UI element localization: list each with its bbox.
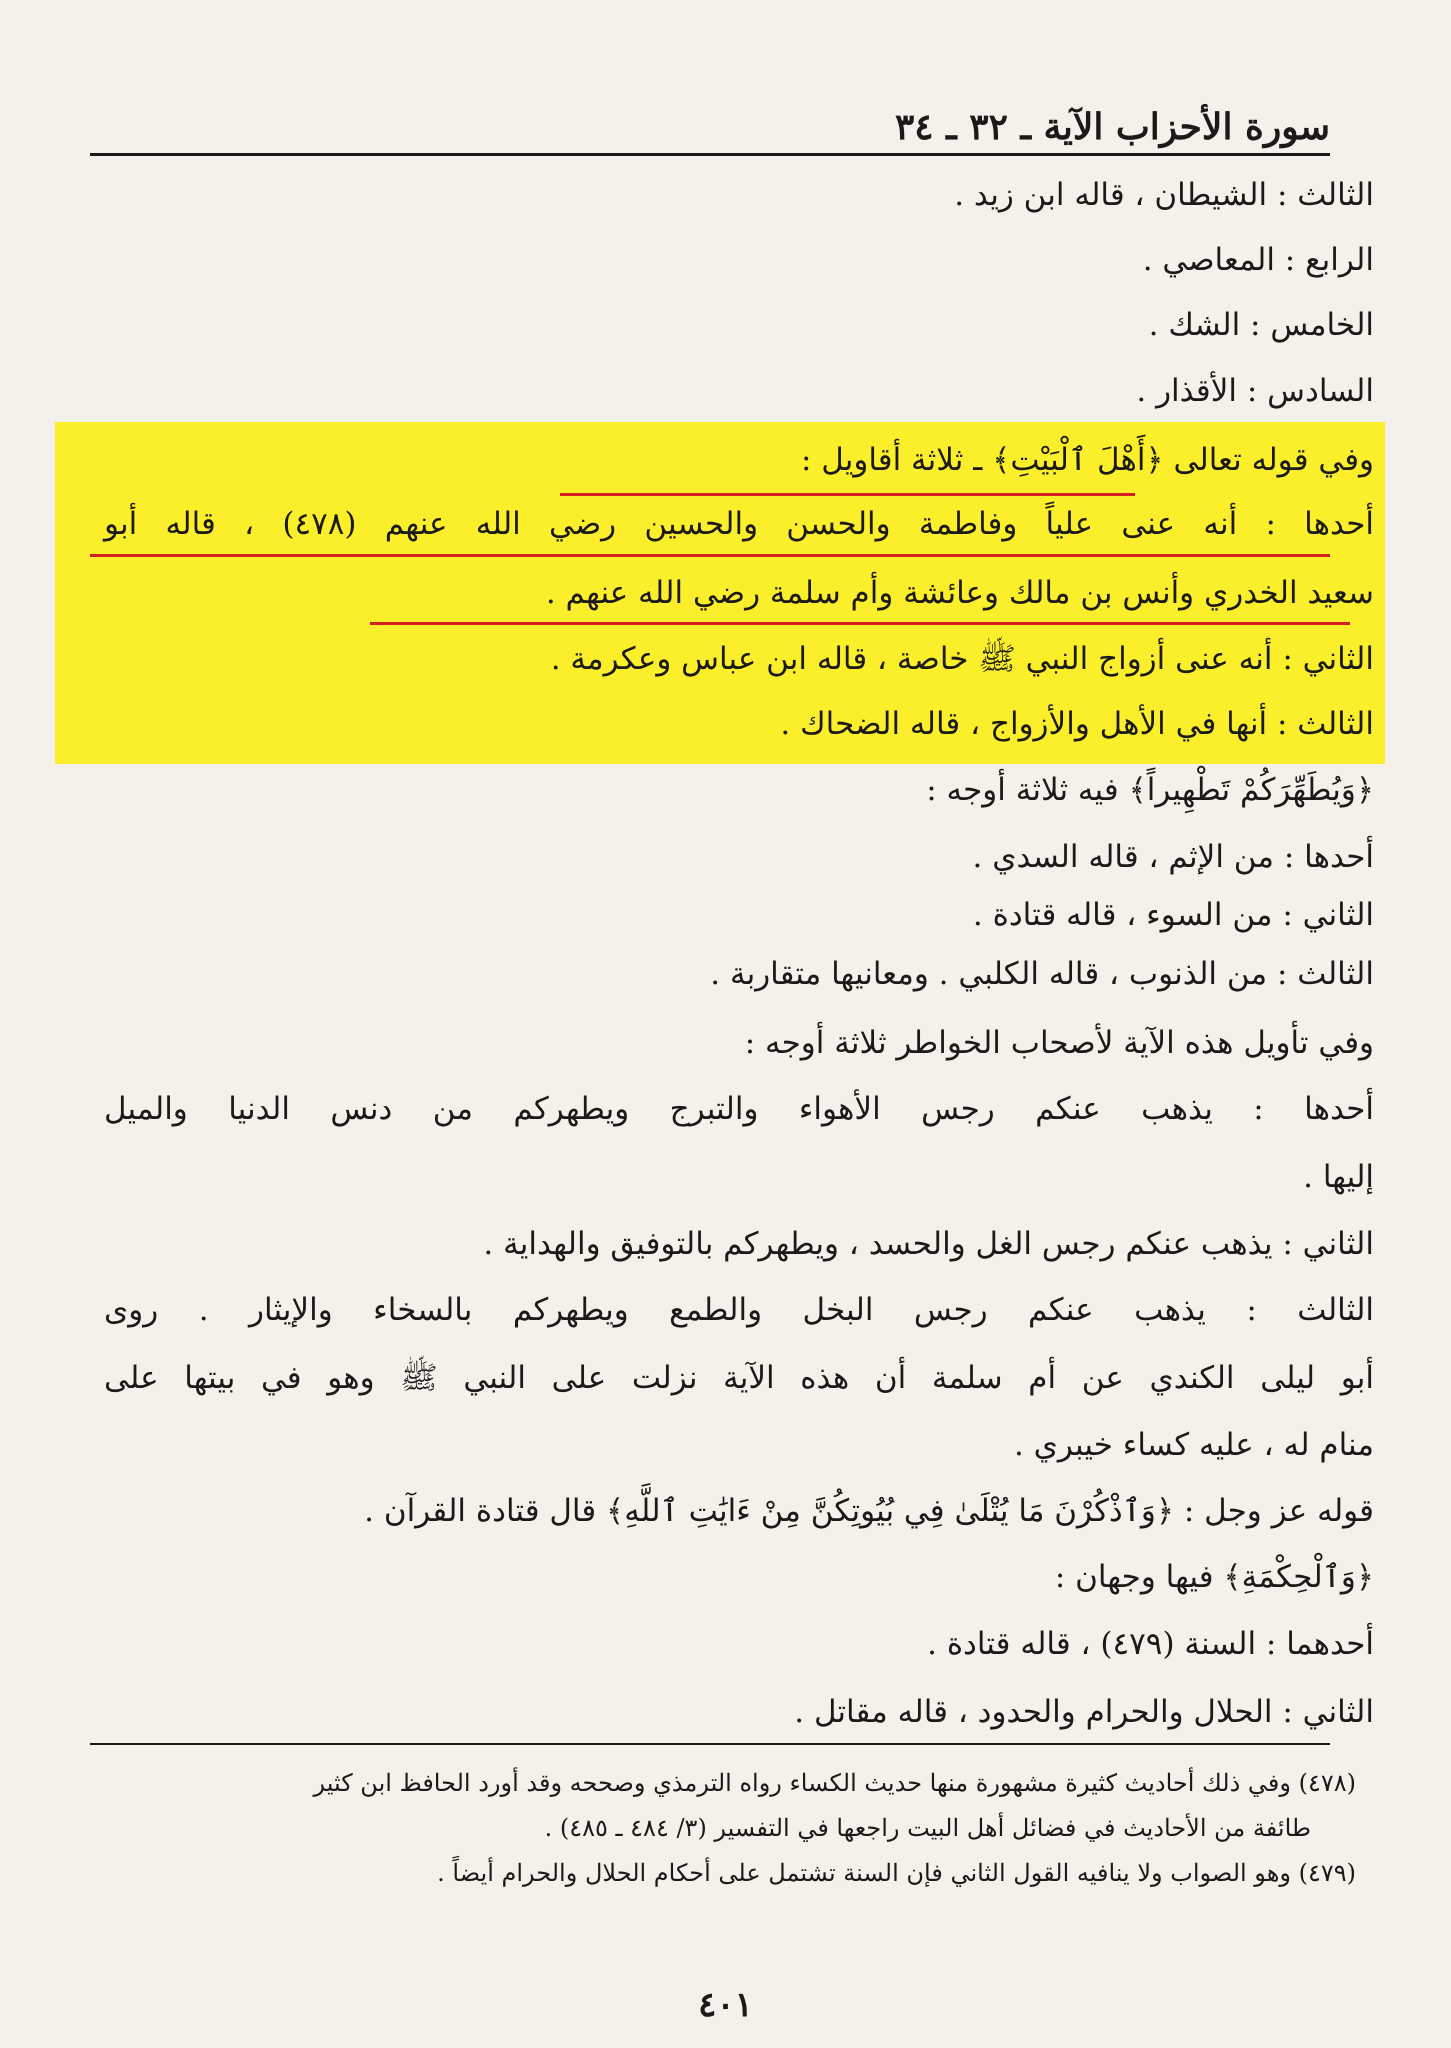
text-line: الثاني : الحلال والحرام والحدود ، قاله مقاتل . (794, 1694, 1374, 1730)
text-line: ﴿وَٱلْحِكْمَةِ﴾ فيها وجهان : (1054, 1559, 1374, 1595)
text-line: وفي تأويل هذه الآية لأصحاب الخواطر ثلاثة أوجه : (744, 1025, 1374, 1061)
text-line: الثالث : من الذنوب ، قاله الكلبي . ومعانيها متقاربة . (710, 956, 1374, 992)
text-line: السادس : الأقذار . (1136, 373, 1374, 409)
text-line: أحدهما : السنة (٤٧٩) ، قاله قتادة . (927, 1626, 1374, 1662)
footnote-line: طائفة من الأحاديث في فضائل أهل البيت راجعها في التفسير (٣/ ٤٨٤ ـ ٤٨٥) . (544, 1814, 1311, 1842)
text-line-highlighted: الثالث : أنها في الأهل والأزواج ، قاله الضحاك . (780, 706, 1374, 742)
text-line: أبو ليلى الكندي عن أم سلمة أن هذه الآية نزلت على النبي ﷺ وهو في بيتها على (104, 1360, 1374, 1396)
text-line: الخامس : الشك . (1148, 307, 1374, 343)
text-line: الثاني : من السوء ، قاله قتادة . (972, 897, 1374, 933)
footnote-line: (٤٧٨) وفي ذلك أحاديث كثيرة مشهورة منها حديث الكساء رواه الترمذي وصححه وقد أورد الحافظ ابن كثير (313, 1769, 1356, 1797)
text-line-highlighted: أحدها : أنه عنى علياً وفاطمة والحسن والحسين رضي الله عنهم (٤٧٨) ، قاله أبو (104, 506, 1374, 542)
text-line: أحدها : يذهب عنكم رجس الأهواء والتبرج ويطهركم من دنس الدنيا والميل (104, 1091, 1374, 1127)
text-line: إليها . (1303, 1159, 1374, 1195)
text-line: ﴿وَيُطَهِّرَكُمْ تَطْهِيراً﴾ فيه ثلاثة أوجه : (926, 772, 1374, 808)
text-line-highlighted: سعيد الخدري وأنس بن مالك وعائشة وأم سلمة رضي الله عنهم . (545, 575, 1374, 611)
red-underline (370, 622, 1350, 625)
page-header (90, 105, 1330, 155)
footnote-rule (90, 1743, 1330, 1745)
header-rule (90, 153, 1330, 156)
footnote-line: (٤٧٩) وهو الصواب ولا ينافيه القول الثاني فإن السنة تشتمل على أحكام الحلال والحرام أيضاً . (437, 1859, 1356, 1887)
text-line: قوله عز وجل : ﴿وَٱذْكُرْنَ مَا يُتْلَىٰ فِي بُيُوتِكُنَّ مِنْ ءَايَٰتِ ٱللَّهِ﴾ قال قتادة القرآن . (364, 1493, 1374, 1529)
text-line: الثالث : يذهب عنكم رجس البخل والطمع ويطهركم بالسخاء والإيثار . روى (104, 1292, 1374, 1328)
red-underline (90, 554, 1330, 557)
text-line-highlighted: الثاني : أنه عنى أزواج النبي ﷺ خاصة ، قاله ابن عباس وعكرمة . (550, 641, 1374, 677)
text-line: الثاني : يذهب عنكم رجس الغل والحسد ، ويطهركم بالتوفيق والهداية . (483, 1226, 1374, 1262)
surah-title: سورة الأحزاب الآية ـ ٣٢ ـ ٣٤ (894, 106, 1330, 148)
text-line: أحدها : من الإثم ، قاله السدي . (972, 839, 1374, 875)
red-underline (560, 493, 1135, 496)
page-number: ٤٠١ (698, 1985, 753, 2025)
text-line: الرابع : المعاصي . (1142, 242, 1374, 278)
text-line: الثالث : الشيطان ، قاله ابن زيد . (954, 177, 1374, 213)
text-line-highlighted: وفي قوله تعالى ﴿أَهْلَ ٱلْبَيْتِ﴾ ـ ثلاثة أقاويل : (800, 442, 1374, 478)
text-line: منام له ، عليه كساء خيبري . (1013, 1427, 1374, 1463)
